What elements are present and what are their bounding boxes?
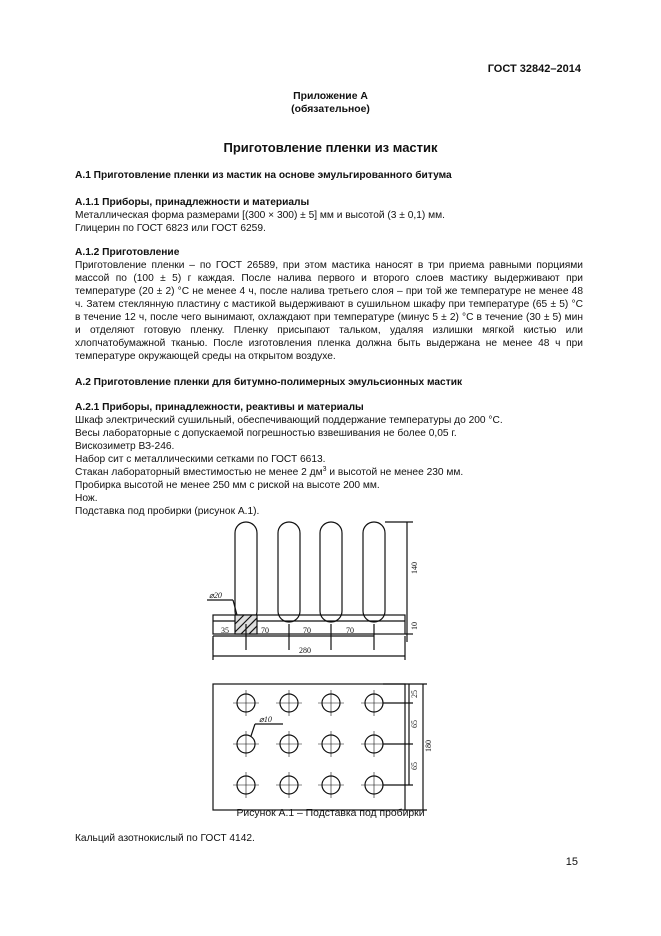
section-a1-heading: А.1 Приготовление пленки из мастик на основе эмульгированного битума xyxy=(75,170,452,181)
page-number: 15 xyxy=(565,856,578,868)
dim-65: 65 xyxy=(410,720,419,728)
dim-70: 70 xyxy=(303,626,311,635)
section-a12-paragraph xyxy=(75,259,583,363)
dim-140: 140 xyxy=(410,562,419,574)
standard-header: ГОСТ 32842–2014 xyxy=(487,63,581,75)
equipment-line: Шкаф электрический сушильный, обеспечивающий поддержание температуры до 200 °С. xyxy=(75,415,503,426)
beaker-superscript: 3 xyxy=(322,466,327,473)
dim-10: 10 xyxy=(410,622,419,630)
dim-280: 280 xyxy=(299,646,311,655)
appendix-title: Приложение А xyxy=(293,91,368,102)
figure-test-tube-stand xyxy=(195,512,445,812)
after-figure-line: Кальций азотнокислый по ГОСТ 4142. xyxy=(75,833,255,844)
section-a11-heading: А.1.1 Приборы, принадлежности и материалы xyxy=(75,197,310,208)
dim-d20: ⌀20 xyxy=(209,591,222,600)
section-a12-heading: А.1.2 Приготовление xyxy=(75,247,180,258)
section-a2-heading: А.2 Приготовление пленки для битумно-полимерных эмульсионных мастик xyxy=(75,377,463,388)
section-a12-text: Приготовление пленки – по ГОСТ 26589, при этом мастика наносят в три приема равными порциями массой по (100 ± 5) г каждая. После налива первого и второго слоев мастику выдерживают при температуре (20 ± 2) °С не менее 4 ч, после налива третьего слоя – при той же температуре не менее 48 ч. Затем стеклянную пластину с мастикой выдерживают в сушильном шкафу при температуре (65 ± 5) °С в течение 12 ч, после чего вынимают, охлаждают при температуре (минус 5 ± 2) °С в течение (30 ± 5) мин и отделяют готовую пленку. Пленку присыпают тальком, удаляя излишки мягкой кистью или хлопчатобумажной тканью. После изготовления пленка должна быть выдержана не менее 48 ч при температуре окружающей среды на открытом воздухе. xyxy=(75,260,583,362)
appendix-subtitle: (обязательное) xyxy=(291,104,370,115)
tube-4 xyxy=(363,522,385,622)
tube-1 xyxy=(235,522,257,622)
equipment-line: Вискозиметр ВЗ-246. xyxy=(75,441,175,452)
tube-3 xyxy=(320,522,342,622)
equipment-line: Набор сит с металлическими сетками по ГОСТ 6613. xyxy=(75,454,326,465)
main-title: Приготовление пленки из мастик xyxy=(223,140,438,155)
dim-d10: ⌀10 xyxy=(259,715,272,724)
figure-caption: Рисунок А.1 – Подставка под пробирки xyxy=(236,808,425,819)
dim-65: 65 xyxy=(410,762,419,770)
dim-70: 70 xyxy=(261,626,269,635)
equipment-line: Нож. xyxy=(75,493,98,504)
dim-70: 70 xyxy=(346,626,354,635)
dim-25: 25 xyxy=(410,690,419,698)
section-a11-line: Металлическая форма размерами [(300 × 300) ± 5] мм и высотой (3 ± 0,1) мм. xyxy=(75,210,445,221)
equipment-line: Подставка под пробирки (рисунок А.1). xyxy=(75,506,260,517)
equipment-line: Весы лабораторные с допускаемой погрешностью взвешивания не более 0,05 г. xyxy=(75,428,457,439)
tube-2 xyxy=(278,522,300,622)
section-a21-heading: А.2.1 Приборы, принадлежности, реактивы и материалы xyxy=(75,402,364,413)
equipment-line: Пробирка высотой не менее 250 мм с риской на высоте 200 мм. xyxy=(75,480,380,491)
section-a11-line: Глицерин по ГОСТ 6823 или ГОСТ 6259. xyxy=(75,223,266,234)
dim-35: 35 xyxy=(221,626,229,635)
beaker-text-b: и высотой не менее 230 мм. xyxy=(326,467,464,478)
beaker-text-a: Стакан лабораторный вместимостью не менее 2 дм xyxy=(75,467,323,478)
equipment-line-beaker xyxy=(75,466,583,479)
dim-180: 180 xyxy=(424,740,433,752)
